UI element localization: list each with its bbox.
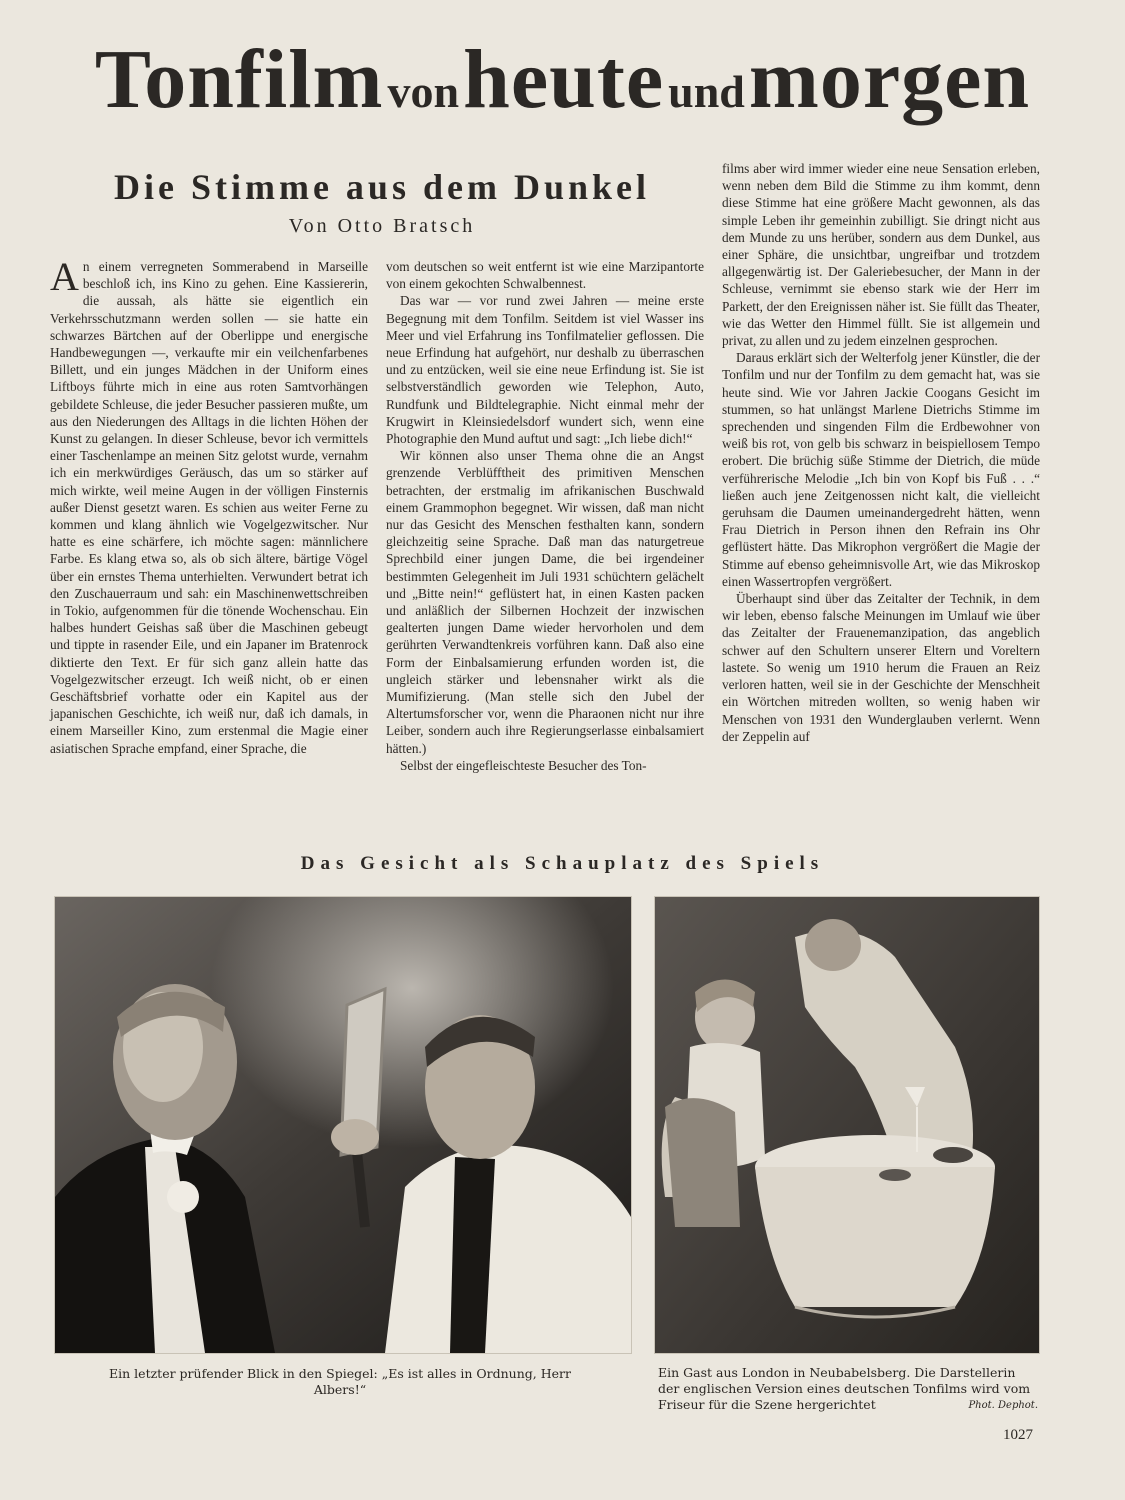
main-title: Tonfilm von heute und morgen	[94, 33, 1031, 126]
photo-caption-right: Ein Gast aus London in Neubabelsberg. Die Darstellerin der englischen Version eines deutschen Tonfilms wird vom Friseur für die Szene hergerichtet Phot. Dephot.	[658, 1365, 1038, 1412]
page-number: 1027	[1003, 1427, 1033, 1443]
article-column-2	[386, 258, 704, 838]
drop-cap: A	[50, 254, 79, 299]
paragraph: Wir können also unser Thema ohne die an Angst grenzende Verblüfftheit des primitiven Menschen betrachten, der erstmalig im afrikanischen Buschwald einem Grammophon begegnet. Wir wissen, daß man nicht nur das Gesicht des Menschen festhalten kann, sondern gleichzeitig seine Sprache. Daß man das naturgetreue Sprechbild einer jungen Dame, die bei irgendeiner bestimmten Gelegenheit im Juli 1931 schüchtern gelächelt und „Bitte nein!“ geflüstert hat, in einen Kasten packen und anläßlich der Silbernen Hochzeit der inzwischen gealterten jungen Dame wieder hervorholen und dem gerührten Verwandtenkreis vorführen kann. Daß also eine Form der Einbalsamierung erfunden worden ist, die ungleich stärker und lebensnaher wirkt als die Mumifizierung. (Man stelle sich den Jubel der Altertumsforscher vor, wenn die Pharaonen nicht nur ihre Leiber, sondern auch ihre Regierungserlasse einbalsamiert hätten.)	[386, 448, 704, 756]
paragraph: Überhaupt sind über das Zeitalter der Technik, in dem wir leben, ebenso falsche Meinungen im Umlauf wie über das Zeitalter der Frauenemanzipation, das angeblich schwer auf den Schultern unserer Eltern und Voreltern lastete. So wenig um 1910 herum die Frauen an Reiz verloren hatten, weil sie in der Geschichte der Menschheit ein Wörtchen mitreden wollten, so wenig haben wir Menschen von 1931 den Wunderglauben verlernt. Wenn der Zeppelin auf	[722, 591, 1040, 744]
byline: Von Otto Bratsch	[288, 215, 476, 237]
photo-mirror-scene-image	[55, 897, 631, 1353]
article-column-1	[50, 254, 368, 838]
paragraph: films aber wird immer wieder eine neue Sensation erleben, wenn neben dem Bild die Stimme zu ihm kommt, denn diese Stimme hat eine größere Macht gewonnen, als das simple Leben ihr gemeinhin zubilligt. Sie dringt nicht aus dem Munde zu uns herüber, sondern aus dem Dunkel, aus einer Sphäre, die unsichtbar, ungreifbar und trotzdem allgegenwärtig ist. Der Galeriebesucher, der Mann in der Schleuse, vernimmt sie ebenso stark wie der Herr im Parkett, der den Ereignissen näher ist. Sie füllt das Theater, wie das Wetter den Himmel füllt. Sie ist allgemein und privat, zu allen und zu jedem einzelnen gesprochen.	[722, 161, 1040, 349]
paragraph: Daraus erklärt sich der Welterfolg jener Künstler, die der Tonfilm und nur der Tonfilm zu dem gemacht hat, was sie heute sind. Wie vor Jahren Jackie Coogans Gesicht im stummen, so hat unlängst Marlene Dietrichs Stimme im sprechenden und singenden Film die Erdbewohner von weiß bis rot, von gelb bis schwarz in beispiellosem Tempo erobert. Die brüchig süße Stimme der Dietrich, die müde verführerische Melodie „Ich bin von Kopf bis Fuß . . .“ ließen auch jene Zeitgenossen nicht kalt, die vielleicht geruhsam die Daumen umeinandergedreht hätten, wenn Frau Dietrich in Person ihnen den Refrain ins Ohr geflüstert hätte. Das Mikrophon vergrößert die Magie der Stimme auf ebenso geheimnisvolle Art, wie das Mikroskop einen Wassertropfen vergrößert.	[722, 350, 1040, 589]
photo-caption-left: Ein letzter prüfender Blick in den Spiegel: „Es ist alles in Ordnung, Herr Albers!“	[109, 1366, 571, 1397]
photo-makeup-scene-image	[655, 897, 1039, 1353]
photo-mirror-scene	[54, 896, 632, 1354]
article-subtitle: Die Stimme aus dem Dunkel	[113, 167, 650, 207]
photo-credit: Phot. Dephot.	[968, 1400, 1038, 1411]
paragraph: Das war — vor rund zwei Jahren — meine erste Begegnung mit dem Tonfilm. Seitdem ist viel Wasser ins Meer und viel Erfahrung ins Tonfilmatelier geflossen. Die neue Erfindung hat aufgehört, nur deshalb zu überraschen und zu entzücken, weil sie eine neue Erfindung ist. Sie ist selbstverständlich geworden wie Telephon, Auto, Rundfunk und Bildtelegraphie. Nicht einmal mehr der Krugwirt in Kleinsiedelsdorf wundert sich, wenn eine Photographie den Mund auftut und sagt: „Ich liebe dich!“	[386, 293, 704, 447]
paragraph: Selbst der eingefleischteste Besucher des Ton-	[400, 757, 647, 773]
section-heading: Das Gesicht als Schauplatz des Spiels	[300, 853, 825, 874]
paragraph: vom deutschen so weit entfernt ist wie eine Marzipantorte von einem gekochten Schwalbennest.	[386, 259, 704, 292]
paragraph: An einem verregneten Sommerabend in Marseille beschloß ich, ins Kino zu gehen. Eine Kassiererin, die aussah, als hätte sie eigentlich ein Verkehrsschutzmann werden sollen — sie hatte ein schwarzes Bärtchen auf der Oberlippe und energische Handbewegungen —, verkaufte mir ein veilchenfarbenes Billett, und ein junges Mädchen in der Uniform eines Liftboys führte mich in eine aus roten Samtvorhängen gebildete Schleuse, die jeder Besucher passieren mußte, um aus den Niederungen des Alltags in die lichten Höhen der Kunst zu gelangen. In dieser Schleuse, bevor ich vermittels einer Taschenlampe an meinen Sitz gelotst wurde, vernahm ich ein merkwürdiges Geräusch, das um so stärker auf mich wirkte, weil meine Augen in der völligen Finsternis außer Dienst gesetzt waren. Es schien aus weiter Ferne zu kommen und klang ähnlich wie Vogelgezwitscher. Nur hatte es eine schärfere, ich möchte sagen: männlichere Farbe. Es klang etwa so, als ob sich ältere, bärtige Vögel über ein ernstes Thema unterhielten. Verwundert betrat ich den Zuschauerraum und sah: ein Maschinenwettschreiben in Tokio, aufgenommen für die tönende Wochenschau. Ein halbes hundert Geishas saß über die Maschinen gebeugt und tippte in rasender Eile, und ein Japaner im Bratenrock diktierte den Text. Er für sich ganz allein hatte das Vogelgezwitscher erzeugt. Ich weiß nicht, ob er einen Geschäftsbrief vorhatte oder ein Kapitel aus der japanischen Geschichte, ich weiß nur, daß ich damals, in einem Marseiller Kino, zum erstenmal die Magie einer asiatischen Sprache empfand, einer Sprache, die	[50, 254, 368, 756]
photo-makeup-scene	[654, 896, 1040, 1354]
article-column-3	[722, 160, 1040, 838]
